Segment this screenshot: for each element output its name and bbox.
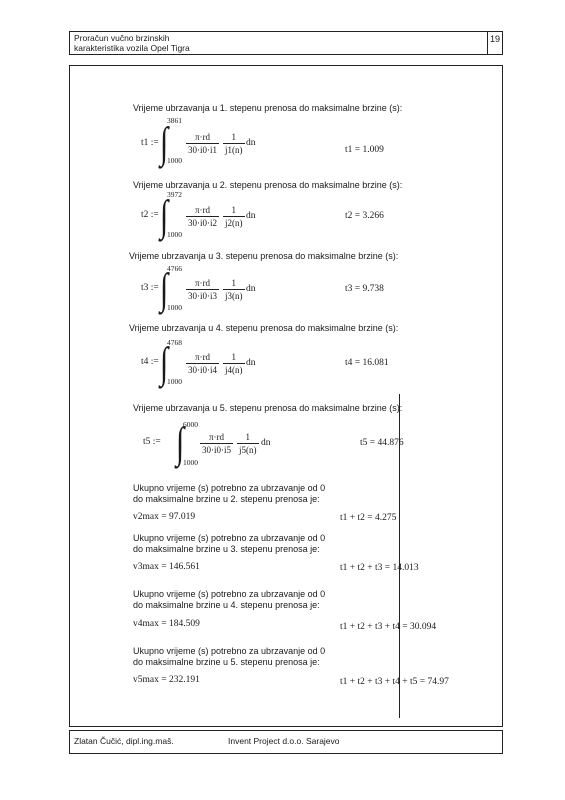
integral-2-lower: 1000: [167, 230, 182, 239]
total-2-line1: Ukupno vrijeme (s) potrebno za ubrzavanje od 0: [133, 483, 326, 493]
total-3-line1: Ukupno vrijeme (s) potrebno za ubrzavanje od 0: [133, 533, 326, 543]
frac-3b-num: 1: [231, 278, 236, 288]
total-2-sum: t1 + t2 = 4.275: [340, 513, 397, 523]
section-1-result: t1 = 1.009: [345, 145, 384, 155]
section-5-lhs: t5 :=: [143, 437, 161, 447]
page-number: 19: [487, 32, 502, 54]
section-1-lhs: t1 :=: [141, 138, 159, 148]
integral-1-fraction-b: [223, 132, 245, 155]
section-3-result: t3 = 9.738: [345, 284, 384, 294]
section-3-heading: Vrijeme ubrzavanja u 3. stepenu prenosa do maksimalne brzine (s):: [129, 251, 399, 261]
integral-1-lower: 1000: [167, 156, 182, 165]
integral-5-sign: ∫: [176, 419, 185, 467]
total-5-vmax: v5max = 232.191: [133, 675, 200, 685]
section-4-heading: Vrijeme ubrzavanja u 4. stepenu prenosa do maksimalne brzine (s):: [129, 323, 399, 333]
integral-5-upper: 6000: [183, 420, 198, 429]
title-line-2: karakteristika vozila Opel Tigra: [74, 43, 190, 53]
section-4-result: t4 = 16.081: [345, 358, 389, 368]
section-1-heading: Vrijeme ubrzavanja u 1. stepenu prenosa do maksimalne brzine (s):: [133, 103, 403, 113]
integral-4-fraction-b: [223, 352, 245, 375]
integral-2-sign: ∫: [160, 192, 169, 240]
integral-5-fraction-b: [237, 432, 259, 455]
section-4-lhs: t4 :=: [141, 357, 159, 367]
total-3-sum: t1 + t2 + t3 = 14.013: [340, 563, 419, 573]
frac-5b-den: j5(n): [239, 445, 257, 455]
frac-5b-num: 1: [245, 432, 250, 442]
frac-2a-num: π·rd: [194, 205, 211, 215]
integral-1-fraction-a: [186, 132, 219, 155]
document-title: [74, 33, 190, 53]
integral-5-dn: dn: [261, 438, 271, 448]
integral-4-sign: ∫: [160, 339, 169, 387]
integral-3-upper: 4766: [167, 264, 182, 273]
frac-3a-num: π·rd: [194, 278, 211, 288]
integral-4-dn: dn: [246, 358, 256, 368]
total-4-sum: t1 + t2 + t3 + t4 = 30.094: [340, 622, 437, 632]
section-2-result: t2 = 3.266: [345, 211, 384, 221]
frac-5a-num: π·rd: [208, 432, 225, 442]
integral-2-fraction-b: [223, 205, 245, 228]
total-4-line1: Ukupno vrijeme (s) potrebno za ubrzavanje od 0: [133, 589, 326, 599]
section-2-lhs: t2 :=: [141, 210, 159, 220]
integral-1-dn: dn: [246, 138, 256, 148]
total-2-vmax: v2max = 97.019: [133, 512, 196, 522]
section-3-lhs: t3 :=: [141, 283, 159, 293]
frac-3b-den: j3(n): [225, 291, 243, 301]
frac-1b-num: 1: [231, 132, 236, 142]
section-2-heading: Vrijeme ubrzavanja u 2. stepenu prenosa do maksimalne brzine (s):: [133, 180, 403, 190]
frac-4b-den: j4(n): [225, 365, 243, 375]
total-4-line2: do maksimalne brzine u 4. stepenu prenosa je:: [133, 600, 320, 610]
integral-5-fraction-a: [200, 432, 233, 455]
frac-1a-num: π·rd: [194, 132, 211, 142]
frac-3a-den: 30·i0·i3: [188, 291, 217, 301]
frac-4b-num: 1: [231, 352, 236, 362]
integral-4-upper: 4768: [167, 338, 182, 347]
frac-1b-den: j1(n): [225, 145, 243, 155]
frac-5a-den: 30·i0·i5: [202, 445, 231, 455]
integral-3-lower: 1000: [167, 303, 182, 312]
integral-4-lower: 1000: [167, 377, 182, 386]
section-5-result: t5 = 44.876: [360, 438, 404, 448]
total-3-vmax: v3max = 146.561: [133, 562, 200, 572]
integral-3-fraction-a: [186, 278, 219, 301]
total-5-line2: do maksimalne brzine u 5. stepenu prenosa je:: [133, 657, 320, 667]
section-5-heading: Vrijeme ubrzavanja u 5. stepenu prenosa do maksimalne brzine (s):: [133, 403, 403, 413]
total-5-sum: t1 + t2 + t3 + t4 + t5 = 74.97: [340, 677, 449, 687]
integral-3-sign: ∫: [160, 265, 169, 313]
total-2-line2: do maksimalne brzine u 2. stepenu prenosa je:: [133, 494, 320, 504]
integral-2-fraction-a: [186, 205, 219, 228]
frac-2a-den: 30·i0·i2: [188, 218, 217, 228]
page-footer: [69, 730, 503, 754]
frac-2b-den: j2(n): [225, 218, 243, 228]
title-line-1: Proračun vučno brzinskih: [74, 33, 170, 43]
frac-4a-num: π·rd: [194, 352, 211, 362]
integral-1-upper: 3861: [167, 116, 182, 125]
footer-company: Invent Project d.o.o. Sarajevo: [228, 736, 340, 746]
footer-author: Zlatan Čučić, dipl.ing.maš.: [74, 736, 174, 746]
integral-1-sign: ∫: [160, 119, 169, 167]
integral-2-dn: dn: [246, 211, 256, 221]
frac-2b-num: 1: [231, 205, 236, 215]
integral-2-upper: 3972: [167, 190, 182, 199]
integral-5-lower: 1000: [183, 458, 198, 467]
integral-4-fraction-a: [186, 352, 219, 375]
total-4-vmax: v4max = 184.509: [133, 619, 200, 629]
integral-3-dn: dn: [246, 284, 256, 294]
page-header: [69, 31, 503, 55]
integral-3-fraction-b: [223, 278, 245, 301]
total-5-line1: Ukupno vrijeme (s) potrebno za ubrzavanje od 0: [133, 646, 326, 656]
total-3-line2: do maksimalne brzine u 3. stepenu prenosa je:: [133, 544, 320, 554]
frac-4a-den: 30·i0·i4: [188, 365, 217, 375]
frac-1a-den: 30·i0·i1: [188, 145, 217, 155]
